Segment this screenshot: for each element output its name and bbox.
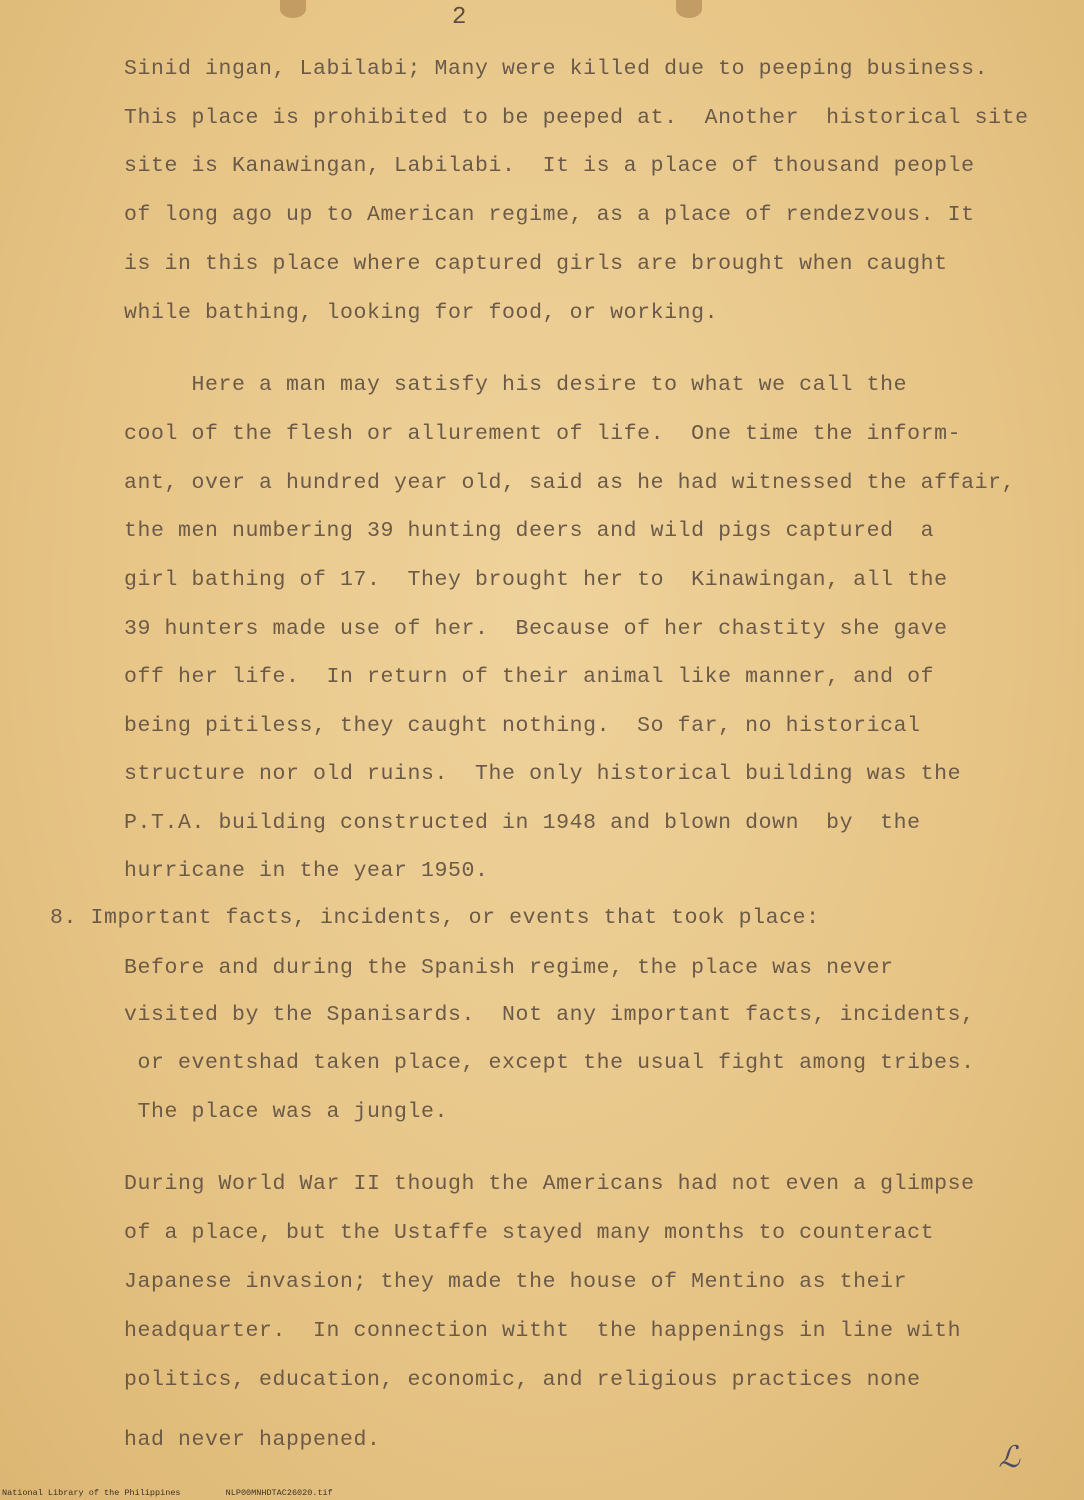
tape-mark-left — [280, 0, 306, 18]
text-line: 39 hunters made use of her. Because of her chastity she gave — [124, 617, 948, 641]
text-line: had never happened. — [124, 1428, 381, 1452]
archive-footer — [2, 1488, 373, 1498]
tape-mark-right — [676, 0, 702, 18]
text-line: girl bathing of 17. They brought her to Kinawingan, all the — [124, 568, 948, 592]
section-heading: 8. Important facts, incidents, or events that took place: — [50, 906, 820, 930]
text-line: politics, education, economic, and religious practices none — [124, 1368, 921, 1392]
footer-library: National Library of the Philippines — [2, 1488, 181, 1498]
text-line: of a place, but the Ustaffe stayed many months to counteract — [124, 1221, 935, 1245]
text-line: or eventshad taken place, except the usual fight among tribes. — [124, 1051, 975, 1075]
text-line: visited by the Spanisards. Not any important facts, incidents, — [124, 1003, 975, 1027]
text-line: This place is prohibited to be peeped at. Another historical site — [124, 106, 1029, 130]
text-line: Sinid ingan, Labilabi; Many were killed due to peeping business. — [124, 57, 989, 81]
page-number: 2 — [452, 4, 467, 31]
text-line: site is Kanawingan, Labilabi. It is a place of thousand people — [124, 154, 975, 178]
text-line: off her life. In return of their animal like manner, and of — [124, 665, 935, 689]
text-line: the men numbering 39 hunting deers and wild pigs captured a — [124, 519, 935, 543]
footer-file-id: NLP00MNHDTAC26020.tif — [225, 1488, 333, 1498]
handwritten-initial-mark: ℒ — [998, 1440, 1020, 1475]
text-line: headquarter. In connection witht the happenings in line with — [124, 1319, 962, 1343]
text-line: hurricane in the year 1950. — [124, 859, 489, 883]
text-line: P.T.A. building constructed in 1948 and blown down by the — [124, 811, 921, 835]
text-line: Here a man may satisfy his desire to what we call the — [124, 373, 908, 397]
text-line: The place was a jungle. — [124, 1100, 449, 1124]
text-line: cool of the flesh or allurement of life. One time the inform- — [124, 422, 962, 446]
text-line: structure nor old ruins. The only historical building was the — [124, 762, 962, 786]
text-line: of long ago up to American regime, as a place of rendezvous. It — [124, 203, 975, 227]
text-line: being pitiless, they caught nothing. So far, no historical — [124, 714, 921, 738]
text-line: ant, over a hundred year old, said as he had witnessed the affair, — [124, 471, 1016, 495]
text-line: while bathing, looking for food, or working. — [124, 301, 719, 325]
text-line: Japanese invasion; they made the house of Mentino as their — [124, 1270, 908, 1294]
text-line: During World War II though the Americans had not even a glimpse — [124, 1172, 975, 1196]
text-line: Before and during the Spanish regime, the place was never — [124, 956, 894, 980]
text-line: is in this place where captured girls are brought when caught — [124, 252, 948, 276]
